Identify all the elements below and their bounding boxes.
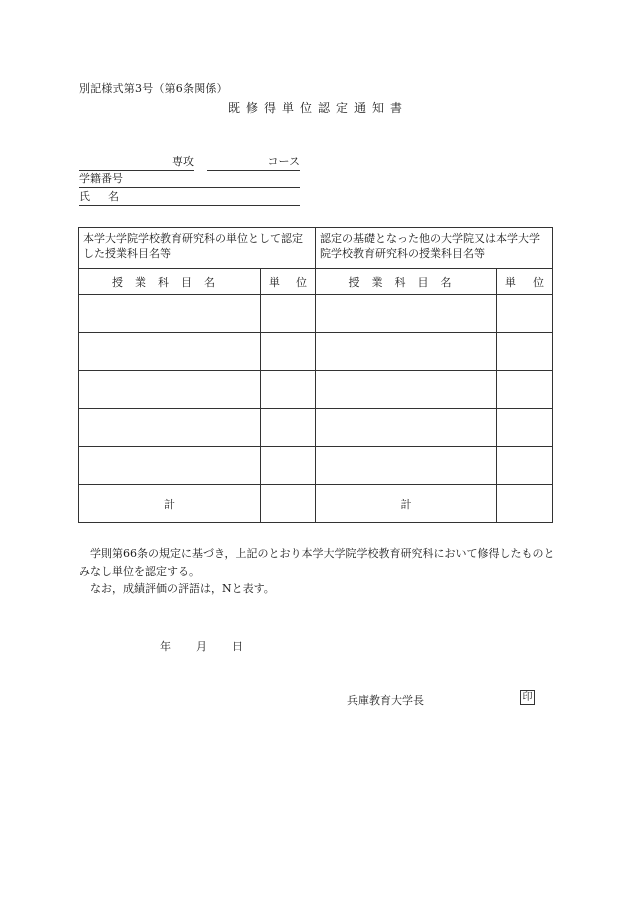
total-unit-cell[interactable] — [261, 485, 316, 523]
subject-cell[interactable] — [79, 409, 261, 447]
source-unit-label-1: 単 — [505, 275, 516, 289]
total-row — [79, 485, 553, 523]
source-subject-label-text: 授業科目名 — [348, 275, 464, 289]
student-number-label: 学籍番号 — [79, 172, 123, 185]
source-subject-cell[interactable] — [316, 447, 497, 485]
statement-line-1: 学則第66条の規定に基づき，上記のとおり本学大学院学校教育研究科において修得したものとみなし単位を認定する。 — [79, 547, 555, 578]
source-unit-cell[interactable] — [497, 333, 553, 371]
table-row — [79, 295, 553, 333]
table-row — [79, 447, 553, 485]
source-unit-label-2: 位 — [533, 275, 544, 289]
source-total-unit-cell[interactable] — [497, 485, 553, 523]
unit-cell[interactable] — [261, 295, 316, 333]
unit-cell[interactable] — [261, 371, 316, 409]
subject-cell[interactable] — [79, 295, 261, 333]
date-year: 年 — [160, 640, 171, 653]
source-unit-cell[interactable] — [497, 409, 553, 447]
column-label-row — [79, 269, 553, 295]
total-label: 計 — [79, 485, 261, 523]
source-courses-header: 認定の基礎となった他の大学院又は本学大学院学校教育研究科の授業科目名等 — [316, 228, 553, 269]
unit-cell[interactable] — [261, 447, 316, 485]
source-total-label: 計 — [316, 485, 497, 523]
subject-column-label — [79, 269, 261, 295]
source-subject-cell[interactable] — [316, 295, 497, 333]
certification-statement — [79, 545, 559, 598]
source-subject-cell[interactable] — [316, 371, 497, 409]
signer-title: 兵庫教育大学長 — [347, 694, 424, 707]
source-unit-cell[interactable] — [497, 371, 553, 409]
subject-label-text: 授業科目名 — [112, 275, 227, 289]
recognized-courses-header: 本学大学院学校教育研究科の単位として認定した授業科目名等 — [79, 228, 316, 269]
major-field[interactable] — [79, 156, 194, 171]
unit-label-1: 単 — [269, 275, 280, 289]
name-field[interactable] — [79, 191, 300, 206]
table-row — [79, 409, 553, 447]
source-unit-cell[interactable] — [497, 447, 553, 485]
table-row — [79, 333, 553, 371]
course-label: コース — [267, 155, 300, 168]
major-label: 専攻 — [172, 155, 194, 168]
date-month: 月 — [196, 640, 207, 653]
course-field[interactable] — [207, 156, 300, 171]
subject-cell[interactable] — [79, 371, 261, 409]
document-title: 既修得単位認定通知書 — [228, 101, 409, 115]
unit-label-2: 位 — [296, 275, 307, 289]
unit-column-label — [261, 269, 316, 295]
form-id: 別記様式第3号（第6条関係） — [79, 82, 228, 95]
source-unit-column-label — [497, 269, 553, 295]
source-unit-cell[interactable] — [497, 295, 553, 333]
table-header-row — [79, 228, 553, 269]
name-label: 氏名 — [79, 190, 137, 203]
date-day: 日 — [232, 640, 243, 653]
unit-cell[interactable] — [261, 333, 316, 371]
source-subject-column-label — [316, 269, 497, 295]
credits-table — [78, 227, 553, 523]
subject-cell[interactable] — [79, 447, 261, 485]
student-number-field[interactable] — [79, 173, 300, 188]
table-row — [79, 371, 553, 409]
source-subject-cell[interactable] — [316, 333, 497, 371]
source-subject-cell[interactable] — [316, 409, 497, 447]
unit-cell[interactable] — [261, 409, 316, 447]
statement-line-2: なお，成績評価の評語は，Nと表す。 — [90, 582, 275, 595]
subject-cell[interactable] — [79, 333, 261, 371]
seal-icon: 印 — [520, 690, 535, 705]
